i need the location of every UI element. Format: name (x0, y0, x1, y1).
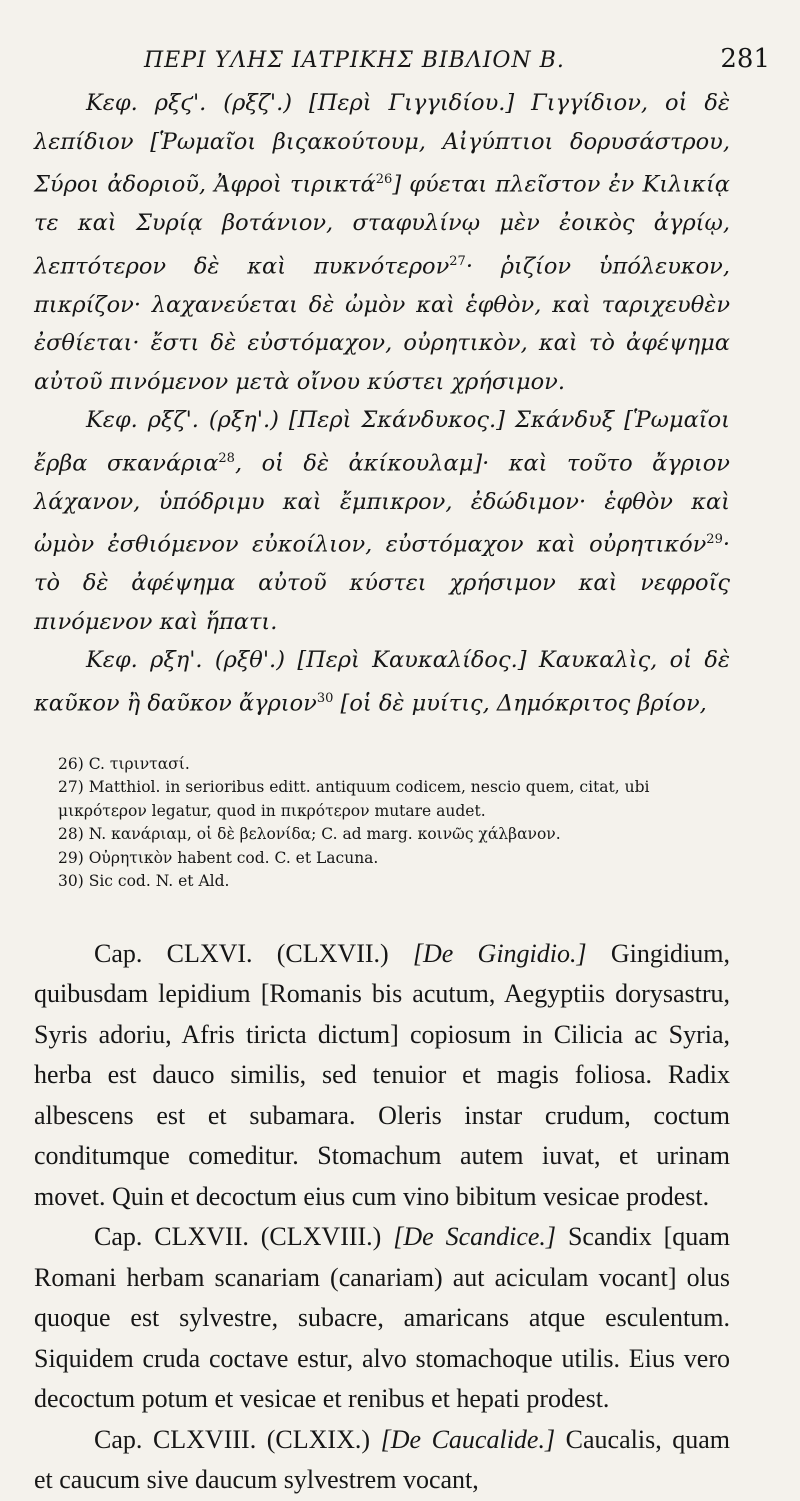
chapter-heading: Cap. CLXVII. (CLXVIII.) (94, 1222, 382, 1251)
latin-chapter-166 (34, 934, 730, 1218)
latin-chapter-167 (34, 1217, 730, 1420)
chapter-heading: Κεφ. ρξη'. (ρξθ'.) (86, 647, 285, 673)
footnote (58, 870, 730, 894)
footnote-ref: 27 (449, 253, 466, 269)
footnote (58, 776, 730, 823)
footnote-ref: 28 (218, 450, 235, 466)
footnote (58, 847, 730, 871)
chapter-heading: Κεφ. ρξϛ'. (ρξζ'.) (86, 90, 293, 116)
footnote (58, 753, 730, 777)
page-header (34, 38, 770, 84)
chapter-title: [De Scandice.] (393, 1222, 557, 1251)
greek-chapter-166 (34, 84, 730, 401)
footnote-ref: 29 (706, 532, 723, 547)
footnote-number: 29) (58, 848, 84, 867)
paragraph-text: ] φύεται πλεῖστον ἐν Κιλικίᾳ τε καὶ Συρίᾳ βοτάνιον, σταφυλίνῳ μὲν ἐοικὸς ἀγρίῳ, λεπτότερον δὲ καὶ πυκνότερον (34, 171, 730, 279)
footnote-number: 27) (58, 778, 84, 796)
paragraph-text: Σκάνδυξ [Ῥωμαῖοι ἔρβα σκανάρια (34, 407, 730, 476)
chapter-heading: Κεφ. ρξζ'. (ρξη'.) (86, 407, 279, 433)
running-title: ΠΕΡΙ ΥΛΗΣ ΙΑΤΡΙΚΗΣ ΒΙΒΛΙΟΝ Β. (144, 48, 565, 73)
greek-text (34, 84, 730, 723)
chapter-title: [Περὶ Καυκαλίδος.] (297, 647, 527, 673)
footnote-text: Sic cod. N. et Ald. (88, 872, 230, 890)
greek-chapter-168 (34, 641, 730, 723)
chapter-title: [Περὶ Γιγγιδίου.] (309, 90, 515, 116)
footnote-text: Matthiol. in serioribus editt. antiquum codicem, nescio quem, citat, ubi μικρότερον legatur, quod in πικρότερον mutare audet. (58, 778, 650, 820)
footnote-number: 30) (58, 872, 84, 890)
chapter-title: [De Gingidio.] (412, 938, 587, 968)
paragraph-text: Scandix [quam Romani herbam scanariam (canariam) aut aciculam vocant] olus quoque est sylvestre, subacre, amaricans atque esculentum. Siquidem cruda coctave estur, alvo stomachoque utilis. Eius vero decoctum potum et vesicae et renibus et hepati prodest. (34, 1222, 731, 1413)
footnote-number: 26) (58, 754, 84, 773)
chapter-heading: Cap. CLXVI. (CLXVII.) (94, 938, 389, 968)
latin-text (34, 934, 730, 1501)
paragraph-text: , οἱ δὲ ἀκίκουλαμ]· καὶ τοῦτο ἄγριον λάχανον, ὑπόδριμυ καὶ ἔμπικρον, ἐδώδιμον· ἑφθὸν καὶ ὠμὸν ἐσθιόμενον εὐκοίλιον, εὐστόμαχον καὶ οὐρητικόν (34, 450, 730, 558)
paragraph-text: Gingidium, quibusdam lepidium [Romanis bis acutum, Aegyptiis dorysastru, Syris adoriu, Afris tiricta dictum] copiosum in Cilicia ac Syria, herba est dauco similis, sed tenuior et magis foliosa. Radix albescens est et subamara. Oleris instar crudum, coctum conditumque comeditur. Stomachum autem iuvat, et urinam movet. Quin et decoctum eius cum vino bibitum vesicae prodest. (34, 938, 730, 1211)
paragraph-text: · τὸ δὲ ἀφέψημα αὐτοῦ κύστει χρήσιμον καὶ νεφροῖς πινόμενον καὶ ἥπατι. (34, 531, 730, 635)
footnote-text: C. τιριντασί. (88, 754, 190, 773)
footnotes (34, 753, 730, 894)
paragraph-text: · ῥιζίον ὑπόλευκον, πικρίζον· λαχανεύεται δὲ ὠμὸν καὶ ἑφθὸν, καὶ ταριχευθὲν ἐσθίεται· ἔστι δὲ εὐστόμαχον, οὐρητικὸν, καὶ τὸ ἀφέψημα αὐτοῦ πινόμενον μετὰ οἴνου κύστει χρήσιμον. (34, 253, 731, 395)
greek-chapter-167 (34, 401, 730, 641)
footnote-number: 28) (58, 825, 84, 843)
paragraph-text: Γιγγίδιον, οἱ δὲ λεπίδιον [Ῥωμαῖοι βιςακούτουμ, Αἰγύπτιοι δορυσάστρου, Σύροι ἀδοριοῦ, Ἀφροὶ τιρικτά (34, 90, 730, 198)
footnote-ref: 26 (375, 172, 393, 187)
footnote-text: N. κανάριαμ, οἱ δὲ βελονίδα; C. ad marg. κοινῶς χάλβανον. (88, 825, 561, 843)
chapter-heading: Cap. CLXVIII. (CLXIX.) (94, 1424, 371, 1454)
page-number: 281 (720, 44, 770, 74)
chapter-title: [Περὶ Σκάνδυκος.] (288, 407, 505, 433)
chapter-title: [De Caucalide.] (380, 1424, 556, 1454)
footnote-text: Οὐρητικὸν habent cod. C. et Lacuna. (88, 848, 379, 867)
paragraph-text: [οἱ δὲ μυίτις, Δημόκριτος βρίον, (333, 690, 707, 716)
footnote-ref: 30 (316, 690, 334, 706)
paragraph-text: Καυκαλὶς, οἱ δὲ καῦκον ἢ δαῦκον ἄγριον (34, 647, 730, 716)
paragraph-text: Caucalis, quam et caucum sive daucum sylvestrem vocant, (34, 1424, 731, 1494)
footnote (58, 823, 730, 847)
